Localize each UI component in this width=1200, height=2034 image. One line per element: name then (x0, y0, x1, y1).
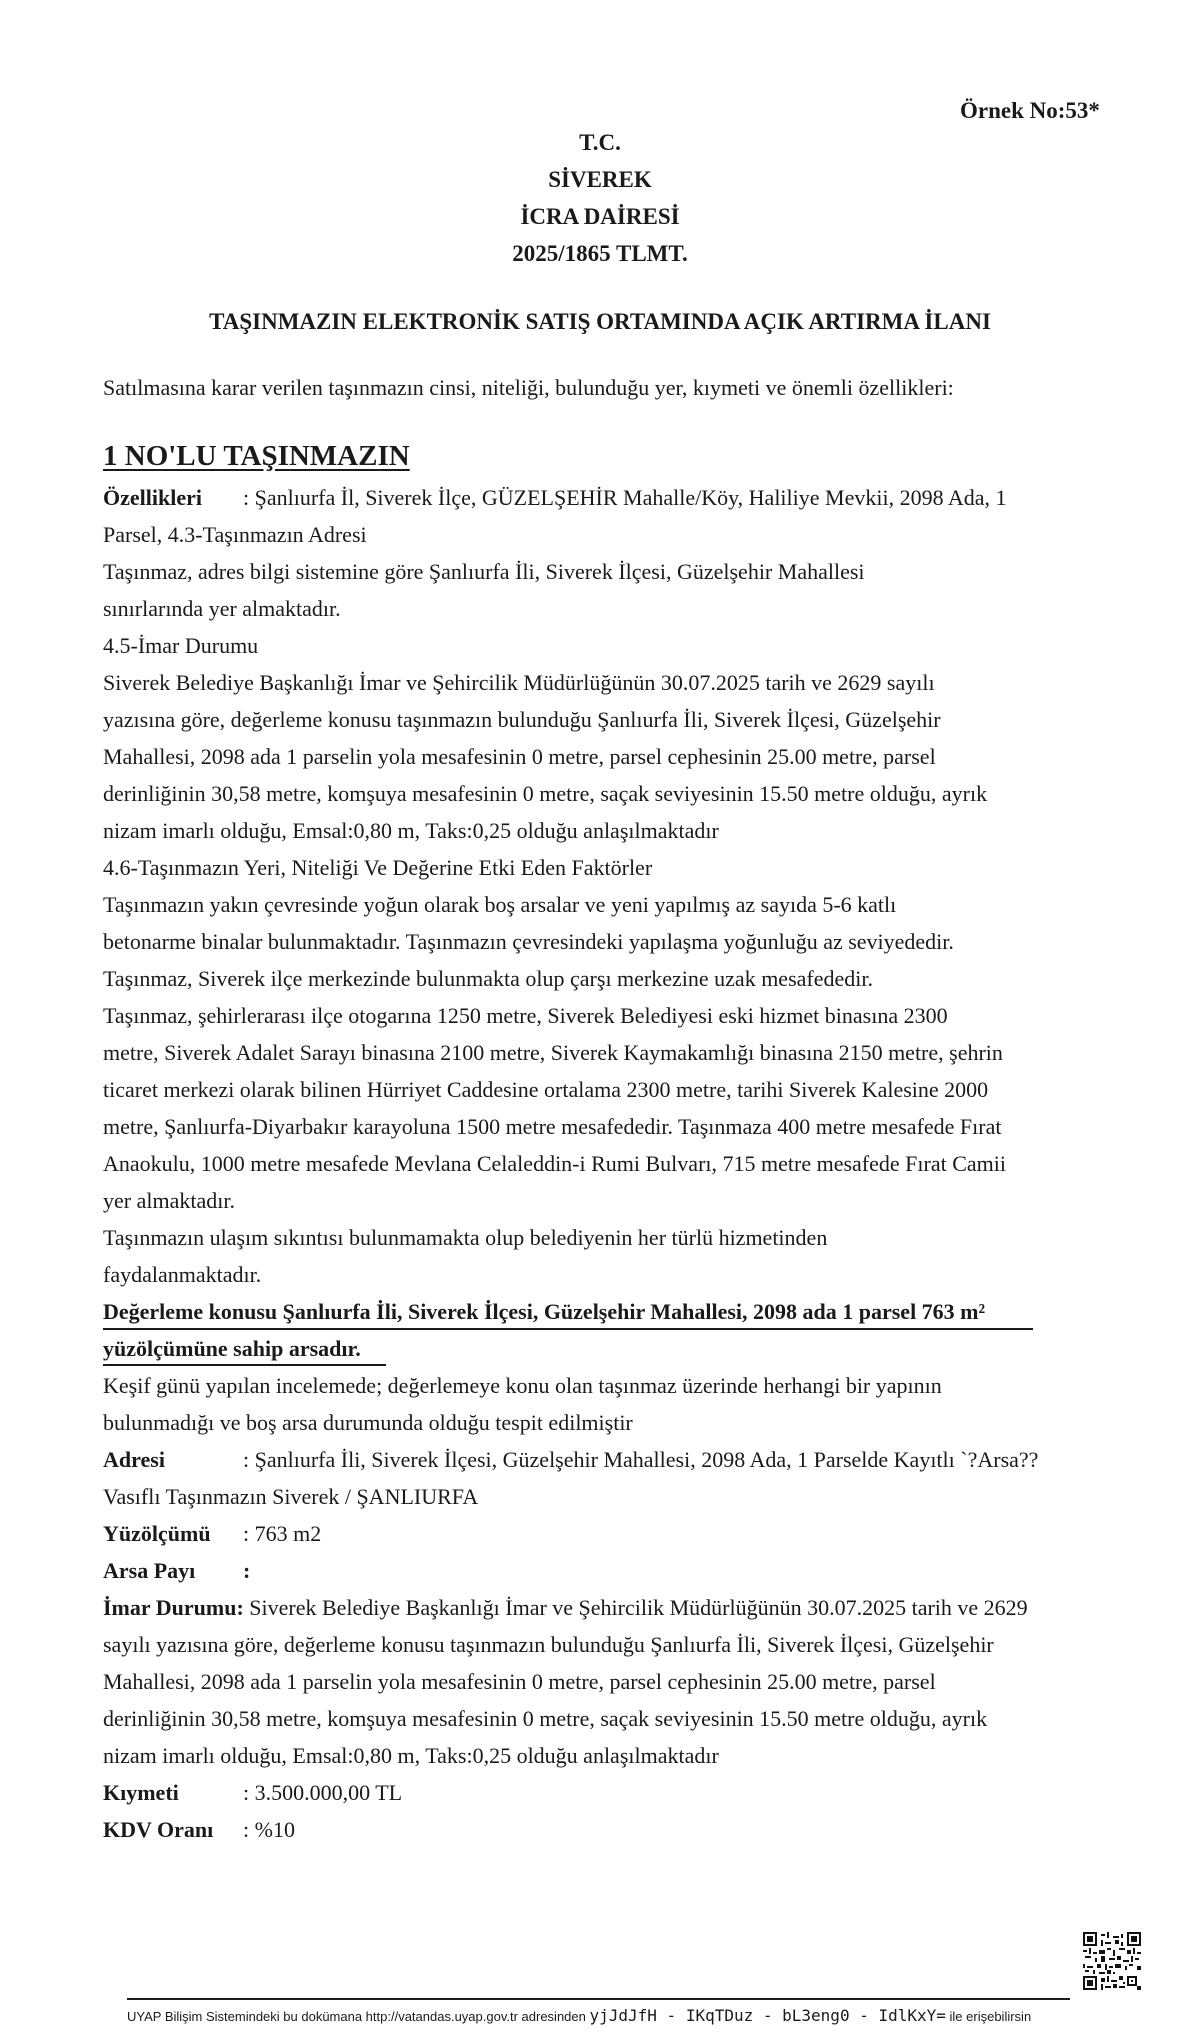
text-line: Keşif günü yapılan incelemede; değerlemeye konu olan taşınmaz üzerinde herhangi bir yapının (103, 1373, 942, 1398)
text-line: 4.6-Taşınmazın Yeri, Niteliği Ve Değerine Etki Eden Faktörler (103, 855, 653, 880)
text-line: nizam imarlı olduğu, Emsal:0,80 m, Taks:0,25 olduğu anlaşılmaktadır (103, 818, 719, 843)
section-title: 1 NO'LU TAŞINMAZIN (103, 440, 410, 472)
intro-text: Satılmasına karar verilen taşınmazın cinsi, niteliği, bulunduğu yer, kıymeti ve önemli özellikleri: (103, 375, 954, 400)
summary-underline (103, 1328, 1033, 1330)
sample-number: Örnek No:53* (960, 98, 1100, 123)
text-line: Taşınmaz, Siverek ilçe merkezinde bulunmakta olup çarşı merkezine uzak mesafededir. (103, 966, 873, 991)
text-line: yer almaktadır. (103, 1188, 235, 1213)
label-ozellikleri: Özellikleri (103, 485, 202, 510)
text-line: Anaokulu, 1000 metre mesafede Mevlana Celaleddin-i Rumi Bulvarı, 715 metre mesafede Fırat Camii (103, 1151, 1006, 1176)
label-arsa-payi: Arsa Payı (103, 1558, 196, 1583)
line-arsa-payi (103, 1558, 250, 1584)
footer-suffix: ile erişebilirsin (949, 2009, 1032, 2024)
value-kiymeti: : 3.500.000,00 TL (243, 1780, 403, 1805)
text-line: Taşınmazın ulaşım sıkıntısı bulunmamakta olup belediyenin her türlü hizmetinden (103, 1225, 828, 1250)
value-imar-durumu: Siverek Belediye Başkanlığı İmar ve Şehircilik Müdürlüğünün 30.07.2025 tarih ve 2629 (243, 1595, 1028, 1620)
text-line: Taşınmaz, şehirlerarası ilçe otogarına 1250 metre, Siverek Belediyesi eski hizmet binasına 2300 (103, 1003, 948, 1028)
text-line: Taşınmazın yakın çevresinde yoğun olarak boş arsalar ve yeni yapılmış az sayıda 5-6 katlı (103, 892, 897, 917)
value-yuzolcumu: : 763 m2 (243, 1521, 322, 1546)
summary-bold-line: Değerleme konusu Şanlıurfa İli, Siverek İlçesi, Güzelşehir Mahallesi, 2098 ada 1 parsel 763 m² (103, 1299, 986, 1324)
text-line: metre, Şanlıurfa-Diyarbakır karayoluna 1500 metre mesafededir. Taşınmaza 400 metre mesafede Fırat (103, 1114, 1002, 1139)
text-line: Mahallesi, 2098 ada 1 parselin yola mesafesinin 0 metre, parsel cephesinin 25.00 metre, parsel (103, 1669, 936, 1694)
text-line: metre, Siverek Adalet Sarayı binasına 2100 metre, Siverek Kaymakamlığı binasına 2150 metre, şehrin (103, 1040, 1003, 1065)
header-tc: T.C. (579, 130, 621, 155)
text-line: Mahallesi, 2098 ada 1 parselin yola mesafesinin 0 metre, parsel cephesinin 25.00 metre, parsel (103, 744, 936, 769)
text-line: bulunmadığı ve boş arsa durumunda olduğu tespit edilmiştir (103, 1410, 633, 1435)
text-line: Parsel, 4.3-Taşınmazın Adresi (103, 522, 367, 547)
text-line: Vasıflı Taşınmazın Siverek / ŞANLIURFA (103, 1484, 479, 1509)
label-kdv-orani: KDV Oranı (103, 1817, 214, 1842)
text-line: derinliğinin 30,58 metre, komşuya mesafesinin 0 metre, saçak seviyesinin 15.50 metre olduğu, ayrık (103, 781, 988, 806)
value-kdv-orani: : %10 (243, 1817, 295, 1842)
value-ozellikleri: : Şanlıurfa İl, Siverek İlçe, GÜZELŞEHİR Mahalle/Köy, Haliliye Mevkii, 2098 Ada, 1 (243, 485, 1007, 510)
header-icra-dairesi: İCRA DAİRESİ (520, 204, 680, 229)
text-line: Siverek Belediye Başkanlığı İmar ve Şehircilik Müdürlüğünün 30.07.2025 tarih ve 2629 sayılı (103, 670, 935, 695)
line-kiymeti (103, 1780, 402, 1806)
footer-divider (127, 1998, 1070, 2000)
label-imar-durumu: İmar Durumu: (103, 1595, 244, 1620)
text-line: nizam imarlı olduğu, Emsal:0,80 m, Taks:0,25 olduğu anlaşılmaktadır (103, 1743, 719, 1768)
value-arsa-payi: : (243, 1558, 251, 1583)
summary-underline (103, 1364, 386, 1366)
line-kdv-orani (103, 1817, 295, 1843)
text-line: 4.5-İmar Durumu (103, 633, 259, 658)
header-siverek: SİVEREK (548, 167, 652, 192)
text-line: betonarme binalar bulunmaktadır. Taşınmazın çevresindeki yapılaşma yoğunluğu az seviyededir. (103, 929, 954, 954)
label-adresi: Adresi (103, 1447, 165, 1472)
text-line: faydalanmaktadır. (103, 1262, 262, 1287)
summary-bold-line: yüzölçümüne sahip arsadır. (103, 1336, 361, 1361)
text-line: ticaret merkezi olarak bilinen Hürriyet Caddesine ortalama 2300 metre, tarihi Siverek Kalesine 2000 (103, 1077, 989, 1102)
document-title: TAŞINMAZIN ELEKTRONİK SATIŞ ORTAMINDA AÇIK ARTIRMA İLANI (209, 309, 991, 334)
header-file-number: 2025/1865 TLMT. (512, 241, 688, 266)
footer-access-code: yjJdJfH - IKqTDuz - bL3eng0 - IdlKxY= (589, 2006, 946, 2025)
line-ozellikleri (103, 485, 1007, 511)
text-line: sayılı yazısına göre, değerleme konusu taşınmazın bulunduğu Şanlıurfa İli, Siverek İlçesi, Güzelşehir (103, 1632, 994, 1657)
label-yuzolcumu: Yüzölçümü (103, 1521, 211, 1546)
footer-prefix: UYAP Bilişim Sistemindeki bu dokümana http://vatandas.uyap.gov.tr adresinden (127, 2009, 586, 2024)
text-line: sınırlarında yer almaktadır. (103, 596, 341, 621)
value-adresi: : Şanlıurfa İli, Siverek İlçesi, Güzelşehir Mahallesi, 2098 Ada, 1 Parselde Kayıtlı `?Arsa?? (243, 1447, 1039, 1472)
text-line: yazısına göre, değerleme konusu taşınmazın bulunduğu Şanlıurfa İli, Siverek İlçesi, Güzelşehir (103, 707, 941, 732)
line-adresi (103, 1447, 1038, 1473)
footer (127, 2006, 1031, 2025)
line-yuzolcumu (103, 1521, 321, 1547)
text-line: derinliğinin 30,58 metre, komşuya mesafesinin 0 metre, saçak seviyesinin 15.50 metre olduğu, ayrık (103, 1706, 988, 1731)
text-line: Taşınmaz, adres bilgi sistemine göre Şanlıurfa İli, Siverek İlçesi, Güzelşehir Mahallesi (103, 559, 865, 584)
label-kiymeti: Kıymeti (103, 1780, 179, 1805)
line-imar-durumu (103, 1595, 1028, 1621)
qr-code-icon (1083, 1932, 1141, 1990)
